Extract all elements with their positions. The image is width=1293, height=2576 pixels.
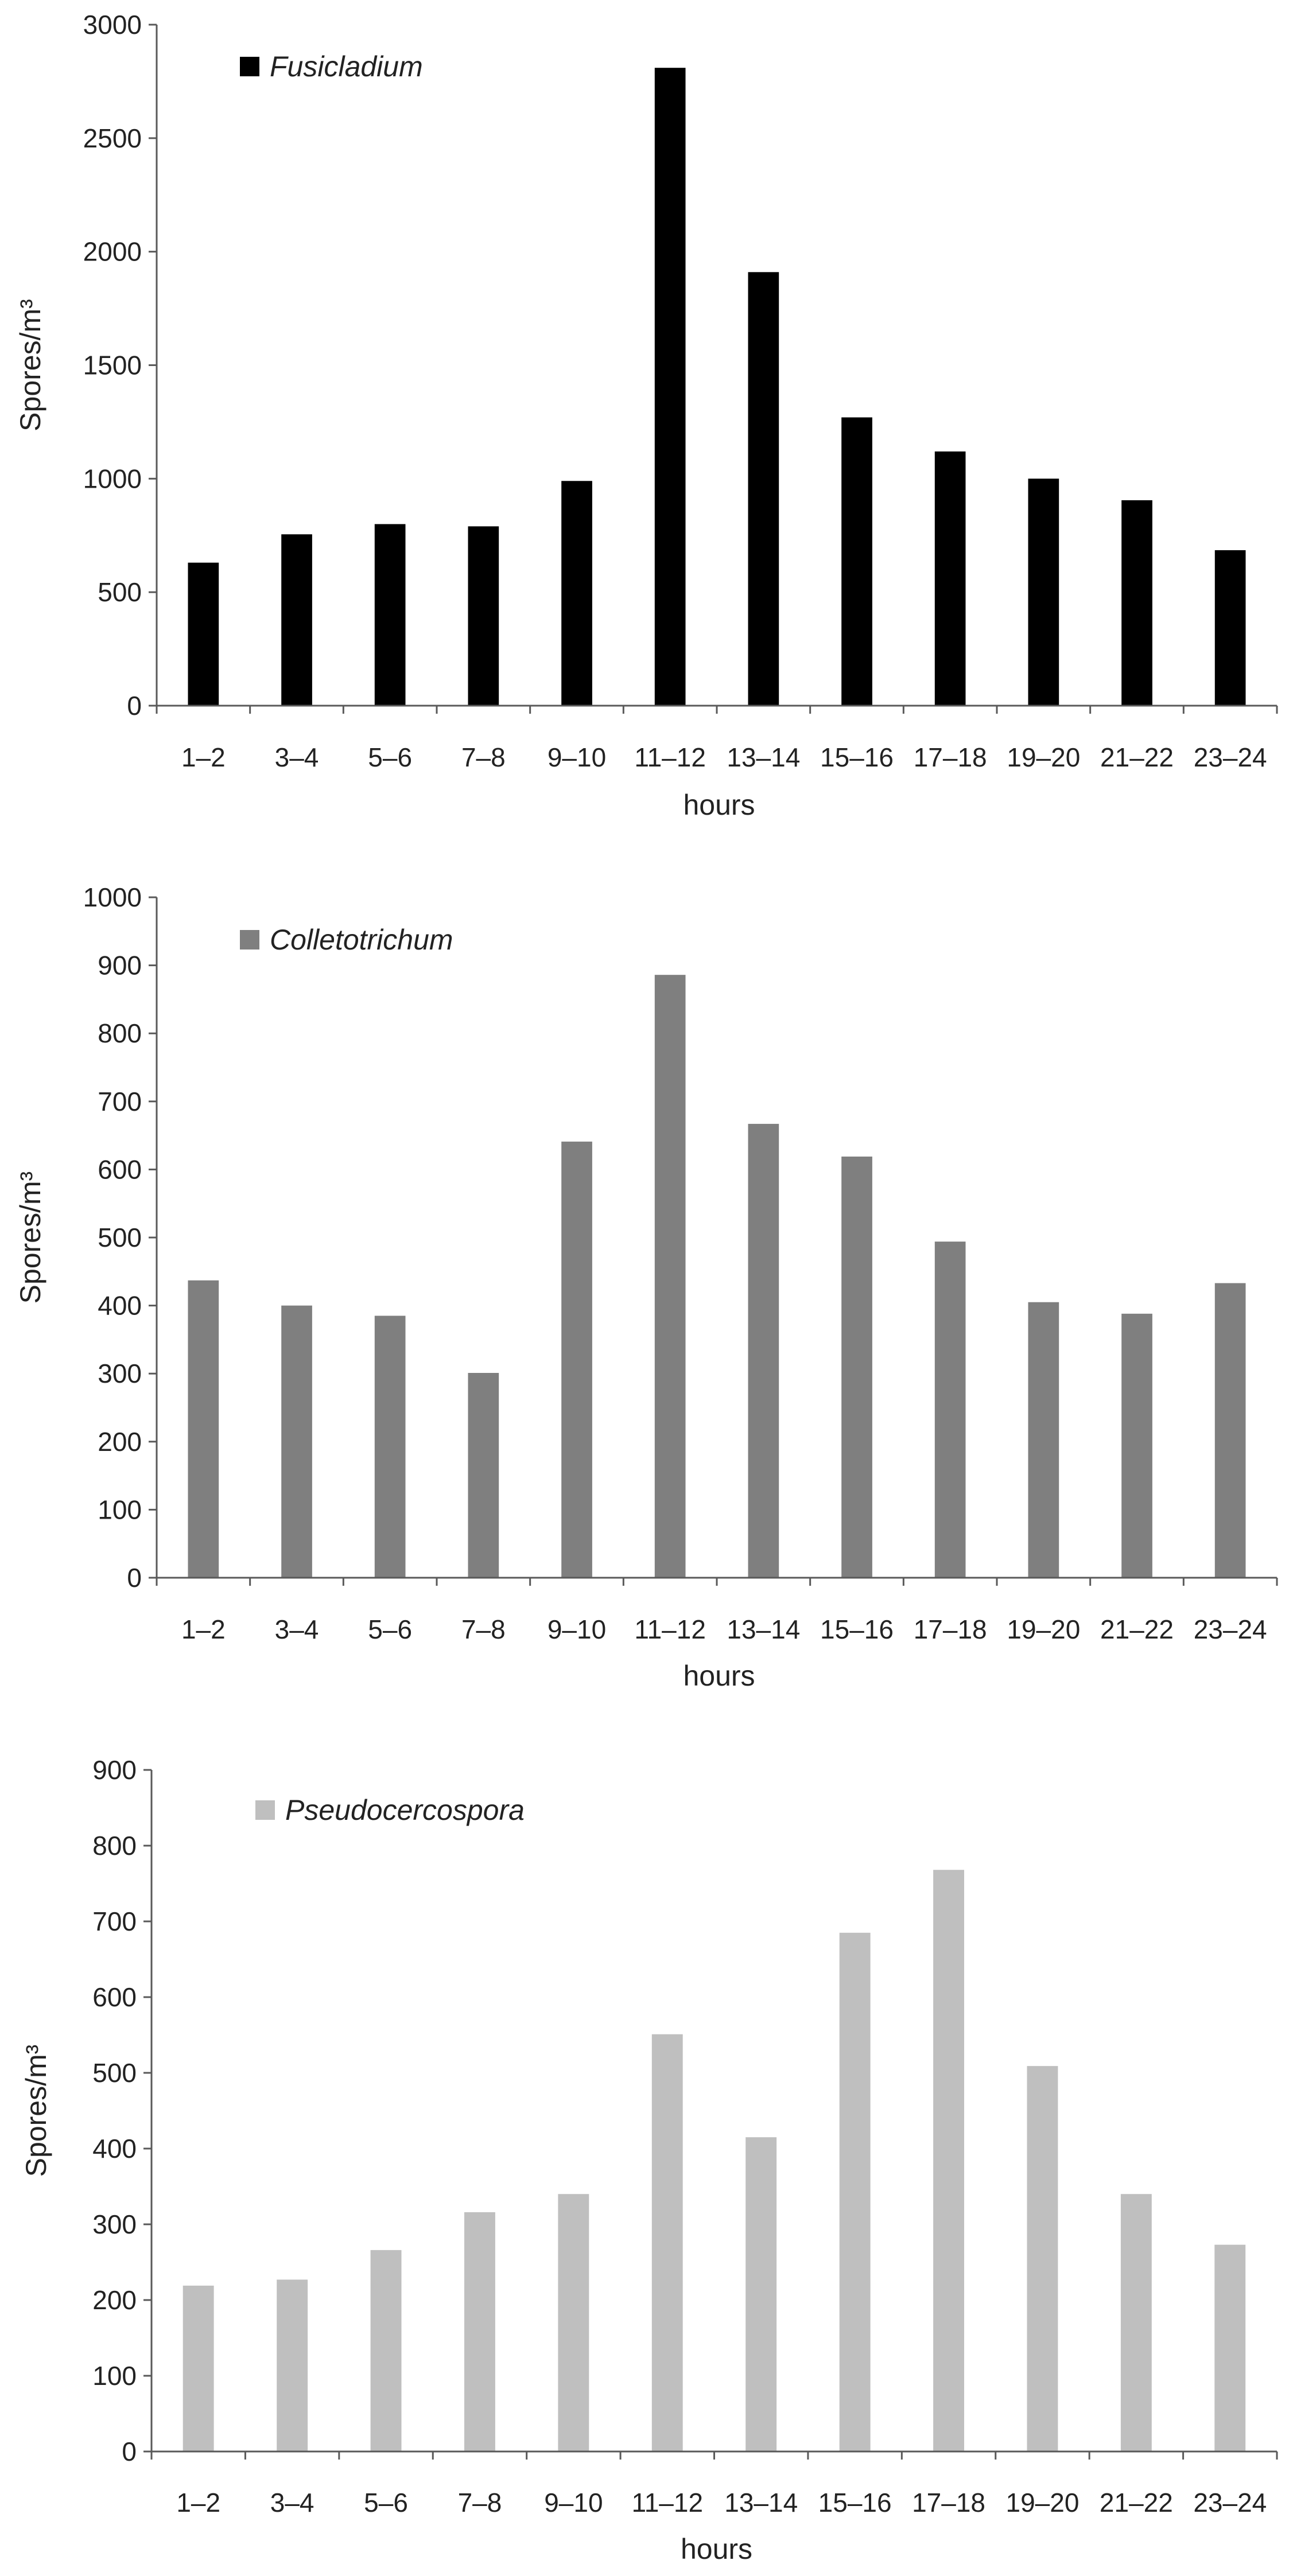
y-tick-label: 800 (92, 1831, 137, 1861)
bar-7–8 (468, 526, 499, 706)
bar-17–18 (935, 452, 966, 706)
x-tick-label: 15–16 (820, 742, 894, 772)
y-tick-label: 600 (92, 1982, 137, 2012)
y-tick-label: 200 (92, 2285, 137, 2315)
x-tick-label: 3–4 (274, 742, 319, 772)
y-tick-label: 500 (98, 1223, 142, 1252)
legend-label: Pseudocercospora (285, 1794, 525, 1826)
x-tick-label: 11–12 (631, 2488, 704, 2517)
y-tick-label: 400 (92, 2134, 137, 2163)
bar-3–4 (281, 1306, 312, 1578)
x-tick-label: 5–6 (364, 2488, 408, 2517)
x-tick-label: 7–8 (461, 1614, 506, 1644)
y-tick-label: 0 (127, 1563, 142, 1593)
y-tick-label: 1000 (83, 882, 142, 912)
bar-5–6 (375, 1316, 406, 1578)
y-tick-label: 300 (92, 2209, 137, 2239)
bar-9–10 (558, 2194, 589, 2452)
legend-label: Colletotrichum (270, 924, 453, 956)
x-tick-label: 21–22 (1100, 1614, 1174, 1644)
x-tick-label: 23–24 (1193, 1614, 1267, 1644)
bar-7–8 (468, 1373, 499, 1578)
y-tick-label: 1500 (83, 350, 142, 380)
y-tick-label: 900 (92, 1755, 137, 1785)
y-tick-label: 700 (98, 1086, 142, 1116)
x-tick-label: 15–16 (820, 1614, 894, 1644)
bar-9–10 (561, 1142, 592, 1578)
x-axis-title: hours (683, 789, 755, 821)
bar-11–12 (655, 68, 686, 706)
x-tick-label: 23–24 (1193, 742, 1267, 772)
x-tick-label: 11–12 (634, 1614, 706, 1644)
bar-17–18 (933, 1870, 964, 2452)
x-axis-title: hours (680, 2533, 753, 2565)
x-tick-label: 17–18 (912, 2488, 986, 2517)
bar-15–16 (841, 418, 872, 706)
x-tick-label: 19–20 (1007, 742, 1081, 772)
x-tick-label: 19–20 (1007, 1614, 1081, 1644)
bar-23–24 (1215, 550, 1246, 706)
y-tick-label: 100 (92, 2361, 137, 2391)
x-tick-label: 21–22 (1100, 742, 1174, 772)
bar-19–20 (1028, 1302, 1059, 1578)
y-tick-label: 0 (122, 2437, 137, 2466)
bar-15–16 (840, 1933, 871, 2452)
bar-3–4 (281, 534, 312, 706)
x-axis-title: hours (683, 1660, 755, 1692)
x-tick-label: 5–6 (368, 1614, 413, 1644)
x-tick-label: 5–6 (368, 742, 413, 772)
x-tick-label: 21–22 (1099, 2488, 1173, 2517)
bar-13–14 (748, 272, 779, 706)
y-tick-label: 500 (92, 2058, 137, 2088)
x-tick-label: 11–12 (634, 742, 706, 772)
y-axis-title: Spores/m³ (14, 299, 46, 431)
legend-swatch (240, 57, 259, 76)
bar-11–12 (652, 2034, 683, 2452)
y-tick-label: 600 (98, 1154, 142, 1185)
x-tick-label: 23–24 (1193, 2488, 1267, 2517)
bar-9–10 (561, 481, 592, 706)
chart-panel-2 (14, 882, 1277, 1692)
x-tick-label: 13–14 (727, 742, 801, 772)
bar-3–4 (277, 2279, 308, 2452)
legend-swatch (255, 1800, 275, 1820)
y-tick-label: 1000 (83, 464, 142, 494)
y-tick-label: 400 (98, 1290, 142, 1321)
x-tick-label: 3–4 (270, 2488, 314, 2517)
y-tick-label: 2000 (83, 236, 142, 267)
bar-11–12 (655, 975, 686, 1578)
x-tick-label: 7–8 (461, 742, 506, 772)
x-tick-label: 17–18 (913, 1614, 987, 1644)
bar-5–6 (375, 524, 406, 706)
x-tick-label: 13–14 (727, 1614, 801, 1644)
bar-7–8 (464, 2212, 495, 2452)
y-axis-title: Spores/m³ (20, 2044, 52, 2177)
x-tick-label: 9–10 (547, 1614, 607, 1644)
y-tick-label: 500 (98, 577, 142, 608)
x-tick-label: 1–2 (181, 742, 226, 772)
bar-23–24 (1214, 2245, 1245, 2452)
x-tick-label: 13–14 (724, 2488, 798, 2517)
bar-19–20 (1028, 478, 1059, 706)
bar-15–16 (841, 1157, 872, 1578)
bar-23–24 (1215, 1283, 1246, 1578)
bar-1–2 (188, 563, 219, 706)
legend-label: Fusicladium (270, 50, 423, 83)
x-tick-label: 3–4 (274, 1614, 319, 1644)
bar-21–22 (1121, 1314, 1152, 1578)
y-tick-label: 100 (98, 1495, 142, 1525)
bar-19–20 (1027, 2066, 1058, 2452)
bar-1–2 (188, 1281, 219, 1578)
legend-swatch (240, 930, 259, 950)
bar-21–22 (1121, 500, 1152, 706)
chart-panel-1 (14, 10, 1277, 821)
y-tick-label: 200 (98, 1426, 142, 1457)
bar-1–2 (183, 2286, 214, 2452)
y-tick-label: 2500 (83, 123, 142, 153)
bar-5–6 (371, 2250, 402, 2452)
bar-13–14 (748, 1124, 779, 1578)
x-tick-label: 9–10 (547, 742, 607, 772)
x-tick-label: 1–2 (181, 1614, 226, 1644)
x-tick-label: 15–16 (818, 2488, 892, 2517)
y-tick-label: 3000 (83, 10, 142, 40)
x-tick-label: 17–18 (913, 742, 987, 772)
y-tick-label: 300 (98, 1359, 142, 1389)
y-axis-title: Spores/m³ (14, 1171, 46, 1304)
x-tick-label: 1–2 (176, 2488, 221, 2517)
y-tick-label: 900 (98, 950, 142, 980)
y-tick-label: 700 (92, 1906, 137, 1936)
bar-17–18 (935, 1242, 966, 1578)
y-tick-label: 800 (98, 1018, 142, 1049)
bar-21–22 (1121, 2194, 1152, 2452)
bar-13–14 (745, 2137, 776, 2452)
x-tick-label: 19–20 (1005, 2488, 1080, 2517)
x-tick-label: 7–8 (457, 2488, 502, 2517)
y-tick-label: 0 (127, 691, 142, 721)
chart-panel-3 (20, 1755, 1277, 2565)
x-tick-label: 9–10 (544, 2488, 603, 2517)
